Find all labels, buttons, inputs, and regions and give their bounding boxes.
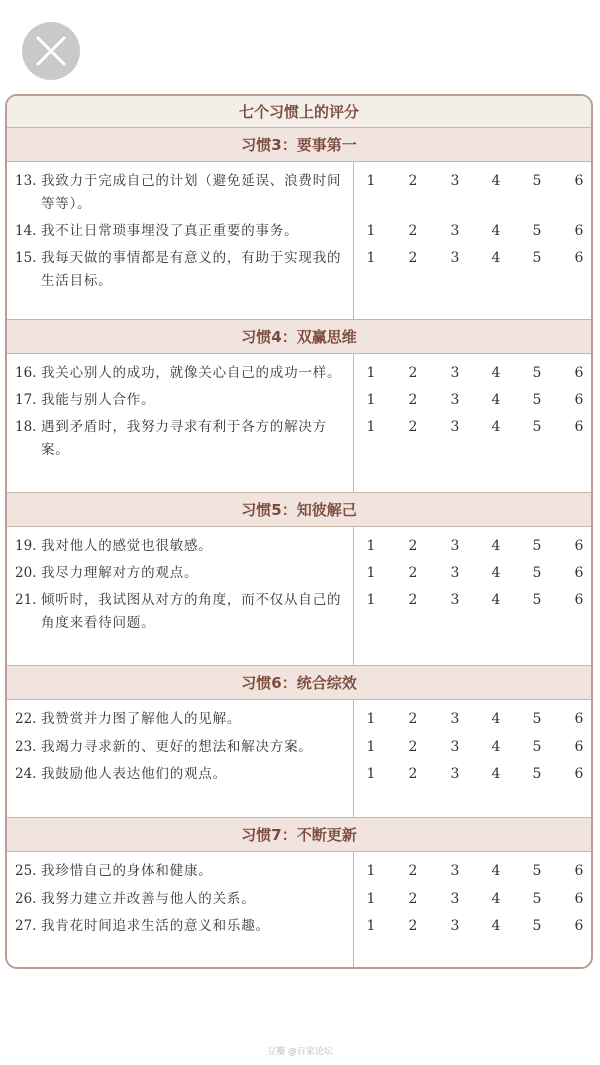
score-option[interactable]: 6 [574,223,584,239]
score-option[interactable]: 4 [491,711,501,727]
section-body [7,527,591,666]
watermark: 豆瓣 @百家论坛 [267,1047,333,1057]
score-option[interactable]: 2 [408,365,418,381]
item-number: 17. [15,392,37,408]
item-text: 我关心别人的成功，就像关心自己的成功一样。 [41,365,342,381]
item-number: 26. [15,891,37,907]
score-option[interactable]: 2 [408,592,418,608]
score-option[interactable]: 1 [366,891,376,907]
item-text: 我鼓励他人表达他们的观点。 [41,766,227,782]
score-option[interactable]: 3 [450,365,460,381]
score-option[interactable]: 5 [532,891,542,907]
column-divider [353,354,354,492]
score-option[interactable]: 3 [450,739,460,755]
score-option[interactable]: 2 [408,918,418,934]
score-option[interactable]: 3 [450,392,460,408]
item-number: 15. [15,250,37,266]
item-text: 我珍惜自己的身体和健康。 [41,863,213,879]
score-option[interactable]: 4 [491,891,501,907]
score-option[interactable]: 6 [574,918,584,934]
score-option[interactable]: 5 [532,592,542,608]
score-card [5,94,593,969]
score-option[interactable]: 4 [491,250,501,266]
score-option[interactable]: 3 [450,565,460,581]
score-option[interactable]: 3 [450,250,460,266]
section-body [7,700,591,818]
score-option[interactable]: 4 [491,918,501,934]
score-option[interactable]: 1 [366,739,376,755]
score-option[interactable]: 6 [574,592,584,608]
score-option[interactable]: 5 [532,565,542,581]
item-number: 18. [15,419,37,435]
score-option[interactable]: 5 [532,711,542,727]
item-number: 19. [15,538,37,554]
item-number: 14. [15,223,37,239]
score-option[interactable]: 3 [450,766,460,782]
item-text: 我不让日常琐事埋没了真正重要的事务。 [41,223,299,239]
score-option[interactable]: 6 [574,766,584,782]
section-header: 习惯7：不断更新 [7,818,591,852]
item-text: 我赞赏并力图了解他人的见解。 [41,711,242,727]
close-button[interactable] [22,22,80,80]
item-text: 倾听时，我试图从对方的角度，而不仅从自己的角度来看待问题。 [41,592,342,631]
item-number: 22. [15,711,37,727]
score-option[interactable]: 2 [408,711,418,727]
score-option[interactable]: 3 [450,711,460,727]
section-body [7,852,591,969]
item-text: 我尽力理解对方的观点。 [41,565,199,581]
score-option[interactable]: 6 [574,739,584,755]
score-option[interactable]: 1 [366,711,376,727]
score-option[interactable]: 2 [408,863,418,879]
score-option[interactable]: 6 [574,538,584,554]
score-option[interactable]: 4 [491,739,501,755]
score-option[interactable]: 3 [450,592,460,608]
sections-container [7,128,591,969]
score-option[interactable]: 1 [366,223,376,239]
item-text: 我致力于完成自己的计划（避免延误、浪费时间等等）。 [41,173,342,212]
score-option[interactable]: 4 [491,863,501,879]
column-divider [353,700,354,817]
score-option[interactable]: 6 [574,419,584,435]
score-option[interactable]: 1 [366,365,376,381]
habit-section [7,818,591,969]
score-option[interactable]: 2 [408,419,418,435]
score-option[interactable]: 1 [366,392,376,408]
score-option[interactable]: 2 [408,223,418,239]
score-option[interactable]: 4 [491,419,501,435]
score-option[interactable]: 5 [532,538,542,554]
score-option[interactable]: 4 [491,392,501,408]
score-option[interactable]: 5 [532,863,542,879]
column-divider [353,162,354,319]
score-option[interactable]: 3 [450,918,460,934]
score-option[interactable]: 3 [450,223,460,239]
score-option[interactable]: 3 [450,538,460,554]
score-option[interactable]: 6 [574,565,584,581]
item-number: 25. [15,863,37,879]
item-number: 27. [15,918,37,934]
section-body [7,354,591,493]
item-text: 我每天做的事情都是有意义的，有助于实现我的生活目标。 [41,250,342,289]
score-option[interactable]: 4 [491,365,501,381]
score-option[interactable]: 1 [366,863,376,879]
item-text: 我竭力寻求新的、更好的想法和解决方案。 [41,739,313,755]
score-option[interactable]: 6 [574,173,584,189]
section-header: 习惯5：知彼解己 [7,493,591,527]
item-number: 20. [15,565,37,581]
score-option[interactable]: 5 [532,250,542,266]
habit-section [7,128,591,320]
score-option[interactable]: 1 [366,766,376,782]
item-text: 我对他人的感觉也很敏感。 [41,538,213,554]
score-option[interactable]: 2 [408,739,418,755]
score-option[interactable]: 4 [491,538,501,554]
score-option[interactable]: 1 [366,592,376,608]
score-option[interactable]: 4 [491,565,501,581]
score-option[interactable]: 1 [366,918,376,934]
score-option[interactable]: 5 [532,223,542,239]
item-number: 13. [15,173,37,189]
score-option[interactable]: 4 [491,766,501,782]
score-option[interactable]: 2 [408,173,418,189]
score-option[interactable]: 2 [408,766,418,782]
score-option[interactable]: 1 [366,173,376,189]
section-header: 习惯4：双赢思维 [7,320,591,354]
score-option[interactable]: 6 [574,250,584,266]
section-header: 习惯3：要事第一 [7,128,591,162]
score-option[interactable]: 5 [532,419,542,435]
score-option[interactable]: 3 [450,891,460,907]
habit-section [7,666,591,818]
section-header: 习惯6：统合综效 [7,666,591,700]
item-number: 24. [15,766,37,782]
score-option[interactable]: 6 [574,891,584,907]
item-number: 16. [15,365,37,381]
score-option[interactable]: 3 [450,863,460,879]
column-divider [353,527,354,665]
item-text: 我肯花时间追求生活的意义和乐趣。 [41,918,270,934]
score-option[interactable]: 6 [574,711,584,727]
section-body [7,162,591,320]
score-option[interactable]: 2 [408,392,418,408]
score-option[interactable]: 4 [491,223,501,239]
score-option[interactable]: 5 [532,918,542,934]
score-option[interactable]: 1 [366,538,376,554]
score-option[interactable]: 3 [450,173,460,189]
score-option[interactable]: 6 [574,365,584,381]
score-option[interactable]: 2 [408,538,418,554]
score-option[interactable]: 2 [408,891,418,907]
item-number: 21. [15,592,37,608]
score-option[interactable]: 6 [574,392,584,408]
score-option[interactable]: 2 [408,250,418,266]
score-option[interactable]: 6 [574,863,584,879]
score-option[interactable]: 2 [408,565,418,581]
score-option[interactable]: 4 [491,173,501,189]
score-option[interactable]: 1 [366,250,376,266]
score-option[interactable]: 5 [532,365,542,381]
score-option[interactable]: 5 [532,392,542,408]
score-option[interactable]: 5 [532,173,542,189]
score-option[interactable]: 5 [532,739,542,755]
item-number: 23. [15,739,37,755]
item-text: 遇到矛盾时，我努力寻求有利于各方的解决方案。 [41,419,327,458]
column-divider [353,852,354,969]
habit-section [7,320,591,493]
score-option[interactable]: 1 [366,565,376,581]
habit-section [7,493,591,666]
score-option[interactable]: 4 [491,592,501,608]
item-text: 我能与别人合作。 [41,392,156,408]
card-title: 七个习惯上的评分 [7,96,591,128]
close-icon [22,22,80,80]
score-option[interactable]: 1 [366,419,376,435]
score-option[interactable]: 5 [532,766,542,782]
score-option[interactable]: 3 [450,419,460,435]
item-text: 我努力建立并改善与他人的关系。 [41,891,256,907]
